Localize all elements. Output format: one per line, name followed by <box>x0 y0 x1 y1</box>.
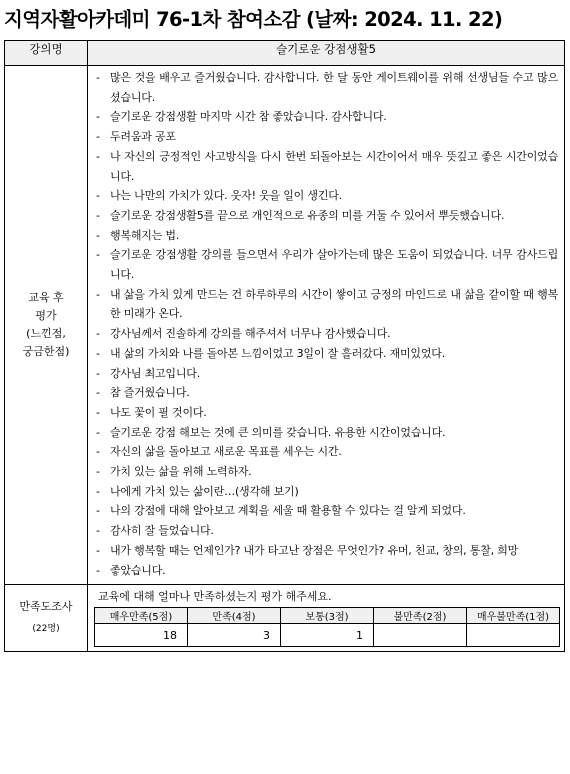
feedback-item: - 슬기로운 강점생활 마지막 시간 참 좋았습니다. 감사합니다. <box>96 107 558 127</box>
feedback-item: - 자신의 삶을 돌아보고 새로운 목표를 세우는 시간. <box>96 442 558 462</box>
score-header: 불만족(2점) <box>374 608 467 624</box>
score-value-row <box>95 624 560 647</box>
score-header-row <box>95 608 560 624</box>
survey-row <box>5 585 565 652</box>
feedback-label-line: 궁금한점) <box>22 345 70 359</box>
feedback-label-line: 교육 후 <box>28 291 64 305</box>
score-value: 1 <box>281 624 374 647</box>
score-header: 매우불만족(1점) <box>467 608 560 624</box>
survey-title: 만족도조사 <box>19 600 73 614</box>
respondent-count: (22명) <box>32 624 60 635</box>
feedback-list <box>88 66 565 585</box>
feedback-item: - 슬기로운 강점생활5를 끝으로 개인적으로 유종의 미를 거둘 수 있어서 뿌듯했습니다. <box>96 206 558 226</box>
feedback-item: - 참 즐거웠습니다. <box>96 383 558 403</box>
feedback-item: - 강사님 최고입니다. <box>96 364 558 384</box>
lecture-name-label: 강의명 <box>5 41 88 66</box>
feedback-item: - 나는 나만의 가치가 있다. 웃자! 웃을 일이 생긴다. <box>96 186 558 206</box>
score-value: 18 <box>95 624 188 647</box>
score-header: 보통(3점) <box>281 608 374 624</box>
feedback-label-line: (느낀점, <box>26 327 66 341</box>
feedback-item: - 많은 것을 배우고 즐거웠습니다. 감사합니다. 한 달 동안 게이트웨이를 위해 선생님들 수고 많으셨습니다. <box>96 68 558 107</box>
feedback-item: - 내가 행복할 때는 언제인가? 내가 타고난 장점은 무엇인가? 유머, 친교, 창의, 통찰, 희망 <box>96 541 558 561</box>
feedback-item: - 슬기로운 강점생활 강의를 들으면서 우리가 살아가는데 많은 도움이 되었습니다. 너무 감사드립니다. <box>96 245 558 284</box>
score-value: 3 <box>188 624 281 647</box>
score-header: 매우만족(5점) <box>95 608 188 624</box>
feedback-item: - 나의 강점에 대해 알아보고 계획을 세울 때 활용할 수 있다는 걸 알게 되었다. <box>96 501 558 521</box>
feedback-label-line: 평가 <box>35 309 57 323</box>
feedback-item: - 가치 있는 삶을 위해 노력하자. <box>96 462 558 482</box>
feedback-table <box>4 40 565 652</box>
feedback-item: - 행복해지는 법. <box>96 226 558 246</box>
score-table <box>94 607 560 647</box>
feedback-item: - 좋았습니다. <box>96 561 558 581</box>
feedback-item: - 슬기로운 강점 해보는 것에 큰 의미를 갖습니다. 유용한 시간이었습니다. <box>96 423 558 443</box>
score-value <box>467 624 560 647</box>
feedback-item: - 나 자신의 긍정적인 사고방식을 다시 한번 되돌아보는 시간이어서 매우 뜻깊고 좋은 시간이었습니다. <box>96 147 558 186</box>
feedback-item: - 내 삶의 가치와 나를 돌아본 느낌이었고 3일이 잘 흘러갔다. 재미있었다. <box>96 344 558 364</box>
score-value <box>374 624 467 647</box>
feedback-label <box>5 66 88 585</box>
header-row <box>5 41 565 66</box>
survey-cell <box>88 585 565 652</box>
survey-question: 교육에 대해 얼마나 만족하셨는지 평가 해주세요. <box>98 590 332 604</box>
feedback-item: - 강사님께서 진솔하게 강의를 해주셔서 너무나 감사했습니다. <box>96 324 558 344</box>
score-header: 만족(4점) <box>188 608 281 624</box>
feedback-item: - 나에게 가치 있는 삶이란…(생각해 보기) <box>96 482 558 502</box>
feedback-item: - 나도 꽃이 필 것이다. <box>96 403 558 423</box>
page-title: 지역자활아카데미 76-1차 참여소감 (날짜: 2024. 11. 22) <box>4 8 503 31</box>
feedback-item: - 두려움과 공포 <box>96 127 558 147</box>
feedback-item: - 감사히 잘 들었습니다. <box>96 521 558 541</box>
lecture-name-value: 슬기로운 강점생활5 <box>88 41 565 66</box>
feedback-item: - 내 삶을 가치 있게 만드는 건 하루하루의 시간이 쌓이고 긍정의 마인드로 내 삶을 같이할 때 행복한 미래가 온다. <box>96 285 558 324</box>
feedback-row <box>5 66 565 585</box>
survey-label <box>5 585 88 652</box>
